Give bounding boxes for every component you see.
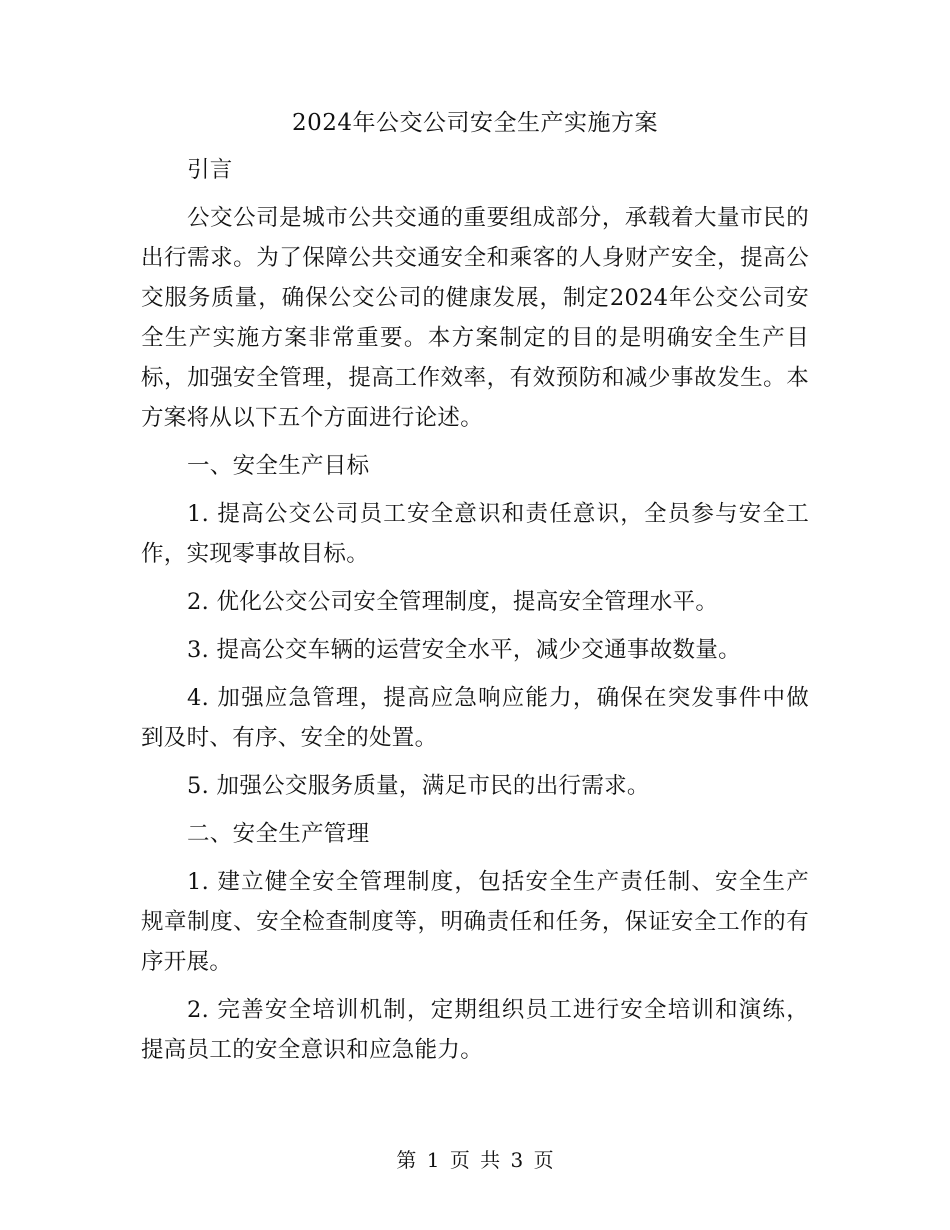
list-item: 5. 加强公交服务质量，满足市民的出行需求。 — [187, 773, 650, 799]
section-heading-safety-goals: 一、安全生产目标 — [187, 453, 370, 479]
list-item: 4. 加强应急管理，提高应急响应能力，确保在突发事件中做到及时、有序、安全的处置。 — [141, 685, 809, 751]
intro-heading: 引言 — [187, 157, 233, 183]
list-item: 1. 建立健全安全管理制度，包括安全生产责任制、安全生产规章制度、安全检查制度等，明确责任和任务，保证安全工作的有序开展。 — [141, 869, 809, 975]
list-item: 2. 完善安全培训机制，定期组织员工进行安全培训和演练，提高员工的安全意识和应急能力。 — [141, 997, 809, 1063]
list-item: 2. 优化公交公司安全管理制度，提高安全管理水平。 — [187, 589, 719, 615]
document-body — [141, 150, 809, 1078]
page-number-footer: 第 1 页 共 3 页 — [396, 1148, 554, 1172]
list-item: 1. 提高公交公司员工安全意识和责任意识，全员参与安全工作，实现零事故目标。 — [141, 501, 809, 567]
list-item: 3. 提高公交车辆的运营安全水平，减少交通事故数量。 — [187, 637, 741, 663]
document-title: 2024年公交公司安全生产实施方案 — [291, 110, 659, 136]
section-heading-safety-management: 二、安全生产管理 — [187, 821, 370, 847]
intro-paragraph: 公交公司是城市公共交通的重要组成部分，承载着大量市民的出行需求。为了保障公共交通安全和乘客的人身财产安全，提高公交服务质量，确保公交公司的健康发展，制定2024年公交公司安全生产实施方案非常重要。本方案制定的目的是明确安全生产目标，加强安全管理，提高工作效率，有效预防和减少事故发生。本方案将从以下五个方面进行论述。 — [141, 205, 809, 431]
